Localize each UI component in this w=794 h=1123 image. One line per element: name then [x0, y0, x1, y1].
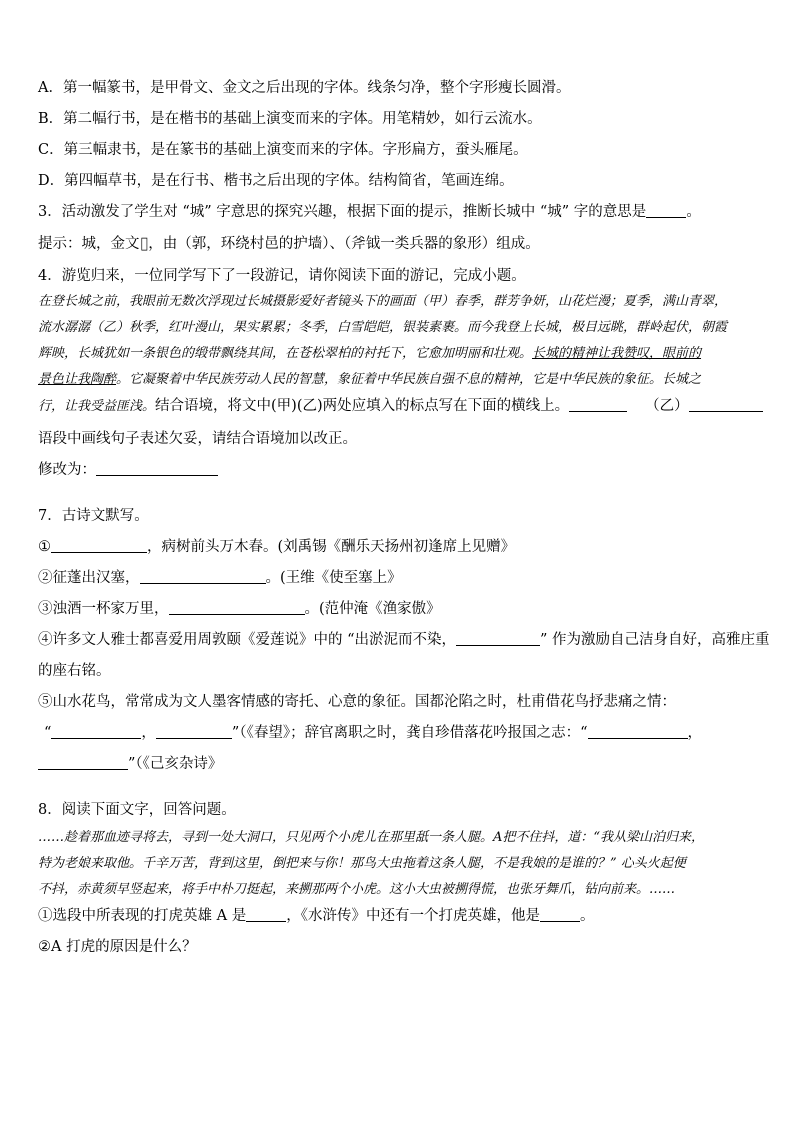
exam-page [38, 78, 770, 957]
option-c[interactable]: C．第三幅隶书，是在篆书的基础上演变而来的字体。字形扁方，蚕头雁尾。 [38, 142, 528, 158]
question-3 [38, 202, 760, 222]
question-8-sub-1-mid: ，《水浒传》中还有一个打虎英雄，他是 [286, 908, 540, 924]
travelogue-line-2: 流水潺潺（乙）秋季，红叶漫山，果实累累；冬季，白雪皑皑，银装素裹。而今我登上长城，极目远眺，群岭起伏，朝霞 [38, 320, 728, 335]
question-8-sub-2: ②A 打虎的原因是什么？ [38, 939, 197, 955]
question-8-sub-1-end: 。 [579, 908, 595, 924]
option-a[interactable]: A．第一幅篆书，是甲骨文、金文之后出现的字体。线条匀净，整个字形瘦长圆滑。 [38, 80, 571, 96]
passage-line-3: 不抖，赤黄须早竖起来，将手中朴刀挺起，来搠那两个小虎。这小大虫被搠得慌，也张牙舞爪，钻向前来。…… [38, 882, 676, 897]
question-7-line-4-text: ④许多文人雅士都喜爱用周敦颐《爱莲说》中的 “出淤泥而不染， [38, 632, 457, 648]
answer-blank-7-5a[interactable] [51, 724, 141, 739]
answer-blank-q3[interactable] [646, 203, 686, 218]
question-7-line-7 [38, 723, 760, 743]
question-7-title: 7．古诗文默写。 [38, 508, 149, 524]
question-3-hint [38, 234, 760, 254]
quote-open-2: “ [580, 725, 588, 741]
question-7-line-4 [38, 630, 770, 650]
passage-line-2: 特为老娘来取他。千辛万苦，背到这里，倒把来与你！那鸟大虫拖着这条人腿，不是我娘的是谁的？” 心头火起便 [38, 856, 686, 871]
question-7-line-7-mid: ”（《春望》；辞官离职之时，龚自珍借落花吟报国之志： [231, 725, 581, 741]
underlined-sentence-part-2: 景色让我陶醉 [38, 372, 117, 387]
question-7-line-1 [38, 537, 760, 557]
revise-label: 修改为： [38, 462, 96, 478]
answer-blank-yi[interactable] [689, 397, 763, 412]
question-7-line-5: 的座右铭。 [38, 663, 111, 679]
hint-text-b: ，由（郭，环绕村邑的护墙）、（斧钺一类兵器的象形）组成。 [148, 236, 540, 252]
travelogue-line-3 [38, 344, 760, 364]
question-7-line-2-text: ②征蓬出汉塞， [38, 570, 140, 586]
travelogue-end: 行，让我受益匪浅。 [38, 399, 156, 414]
question-4-revise [38, 460, 760, 480]
answer-blank-7-2[interactable] [140, 569, 266, 584]
comma-2: ， [687, 725, 703, 741]
answer-blank-jia[interactable] [569, 397, 627, 412]
question-7-line-8-end: ”（《己亥杂诗》 [128, 756, 223, 772]
answer-blank-8-1b[interactable] [540, 907, 580, 922]
question-4-sub-1-text: 结合语境，将文中(甲)(乙)两处应填入的标点写在下面的横线上。 [155, 398, 570, 414]
hint-text-a: 提示：城，金文 [38, 236, 140, 252]
question-7-line-2 [38, 568, 760, 588]
answer-blank-revise[interactable] [96, 461, 218, 476]
question-7-line-3 [38, 599, 760, 619]
question-7-line-4-end: ” 作为激励自己洁身自好，高雅庄重 [540, 632, 770, 648]
option-d[interactable]: D．第四幅草书，是在行书、楷书之后出现的字体。结构简省，笔画连绵。 [38, 173, 514, 189]
question-4-intro: 4．游览归来，一位同学写下了一段游记，请你阅读下面的游记，完成小题。 [38, 268, 526, 284]
travelogue-line-4 [38, 370, 760, 390]
answer-blank-7-6a[interactable] [588, 724, 688, 739]
question-3-text: 3．活动激发了学生对 “城” 字意思的探究兴趣，根据下面的提示，推断长城中 “城” 字的意思是 [38, 204, 647, 220]
jinwen-glyph: 𨛜 [140, 235, 148, 252]
travelogue-line-4-text: 。它凝聚着中华民族劳动人民的智慧，象征着中华民族自强不息的精神，它是中华民族的象征。长城之 [116, 372, 702, 387]
question-3-end: 。 [686, 204, 701, 220]
question-7-line-1-text: ，病树前头万木春。(刘禹锡《酬乐天扬州初逢席上见赠》 [147, 539, 516, 555]
quote-open-1: “ [44, 725, 52, 741]
comma-1: ， [141, 725, 156, 741]
option-b[interactable]: B．第二幅行书，是在楷书的基础上演变而来的字体。用笔精妙，如行云流水。 [38, 111, 542, 127]
question-8-title: 8．阅读下面文字，回答问题。 [38, 802, 236, 818]
question-7-line-3-text: ③浊酒一杯家万里， [38, 601, 169, 617]
answer-blank-7-4[interactable] [456, 631, 540, 646]
label-yi: （乙） [645, 398, 689, 414]
question-7-line-6: ⑤山水花鸟，常常成为文人墨客情感的寄托、心意的象征。国都沦陷之时，杜甫借花鸟抒悲痛之情： [38, 694, 676, 710]
travelogue-line-3-text: 辉映，长城犹如一条银色的缎带飘绕其间，在苍松翠柏的衬托下，它愈加明丽和壮观。 [38, 346, 533, 361]
answer-blank-7-3[interactable] [169, 600, 305, 615]
question-8-sub-1 [38, 906, 760, 926]
underlined-sentence-part-1: 长城的精神让我赞叹，眼前的 [532, 346, 702, 361]
answer-blank-7-1[interactable] [51, 538, 147, 553]
question-7-line-3-end: 。(范仲淹《渔家傲》 [304, 601, 441, 617]
question-8-sub-1-text: ①选段中所表现的打虎英雄 A 是 [38, 908, 247, 924]
passage-line-1: ……趁着那血迹寻将去，寻到一处大洞口，只见两个小虎儿在那里舐一条人腿。A把不住抖，道：“我从梁山泊归来， [38, 830, 705, 845]
travelogue-line-1: 在登长城之前，我眼前无数次浮现过长城摄影爱好者镜头下的画面（甲）春季，群芳争妍，山花烂漫；夏季，满山青翠， [38, 294, 728, 309]
answer-blank-7-6b[interactable] [38, 755, 128, 770]
question-4-sub-2: 语段中画线句子表述欠妥，请结合语境加以改正。 [38, 431, 357, 447]
question-7-line-8 [38, 754, 760, 774]
question-7-line-2-end: 。(王维《使至塞上》 [265, 570, 402, 586]
question-4-sub-1 [38, 396, 760, 417]
answer-blank-8-1a[interactable] [246, 907, 286, 922]
answer-blank-7-5b[interactable] [156, 724, 232, 739]
circle-num-1: ① [38, 539, 51, 555]
